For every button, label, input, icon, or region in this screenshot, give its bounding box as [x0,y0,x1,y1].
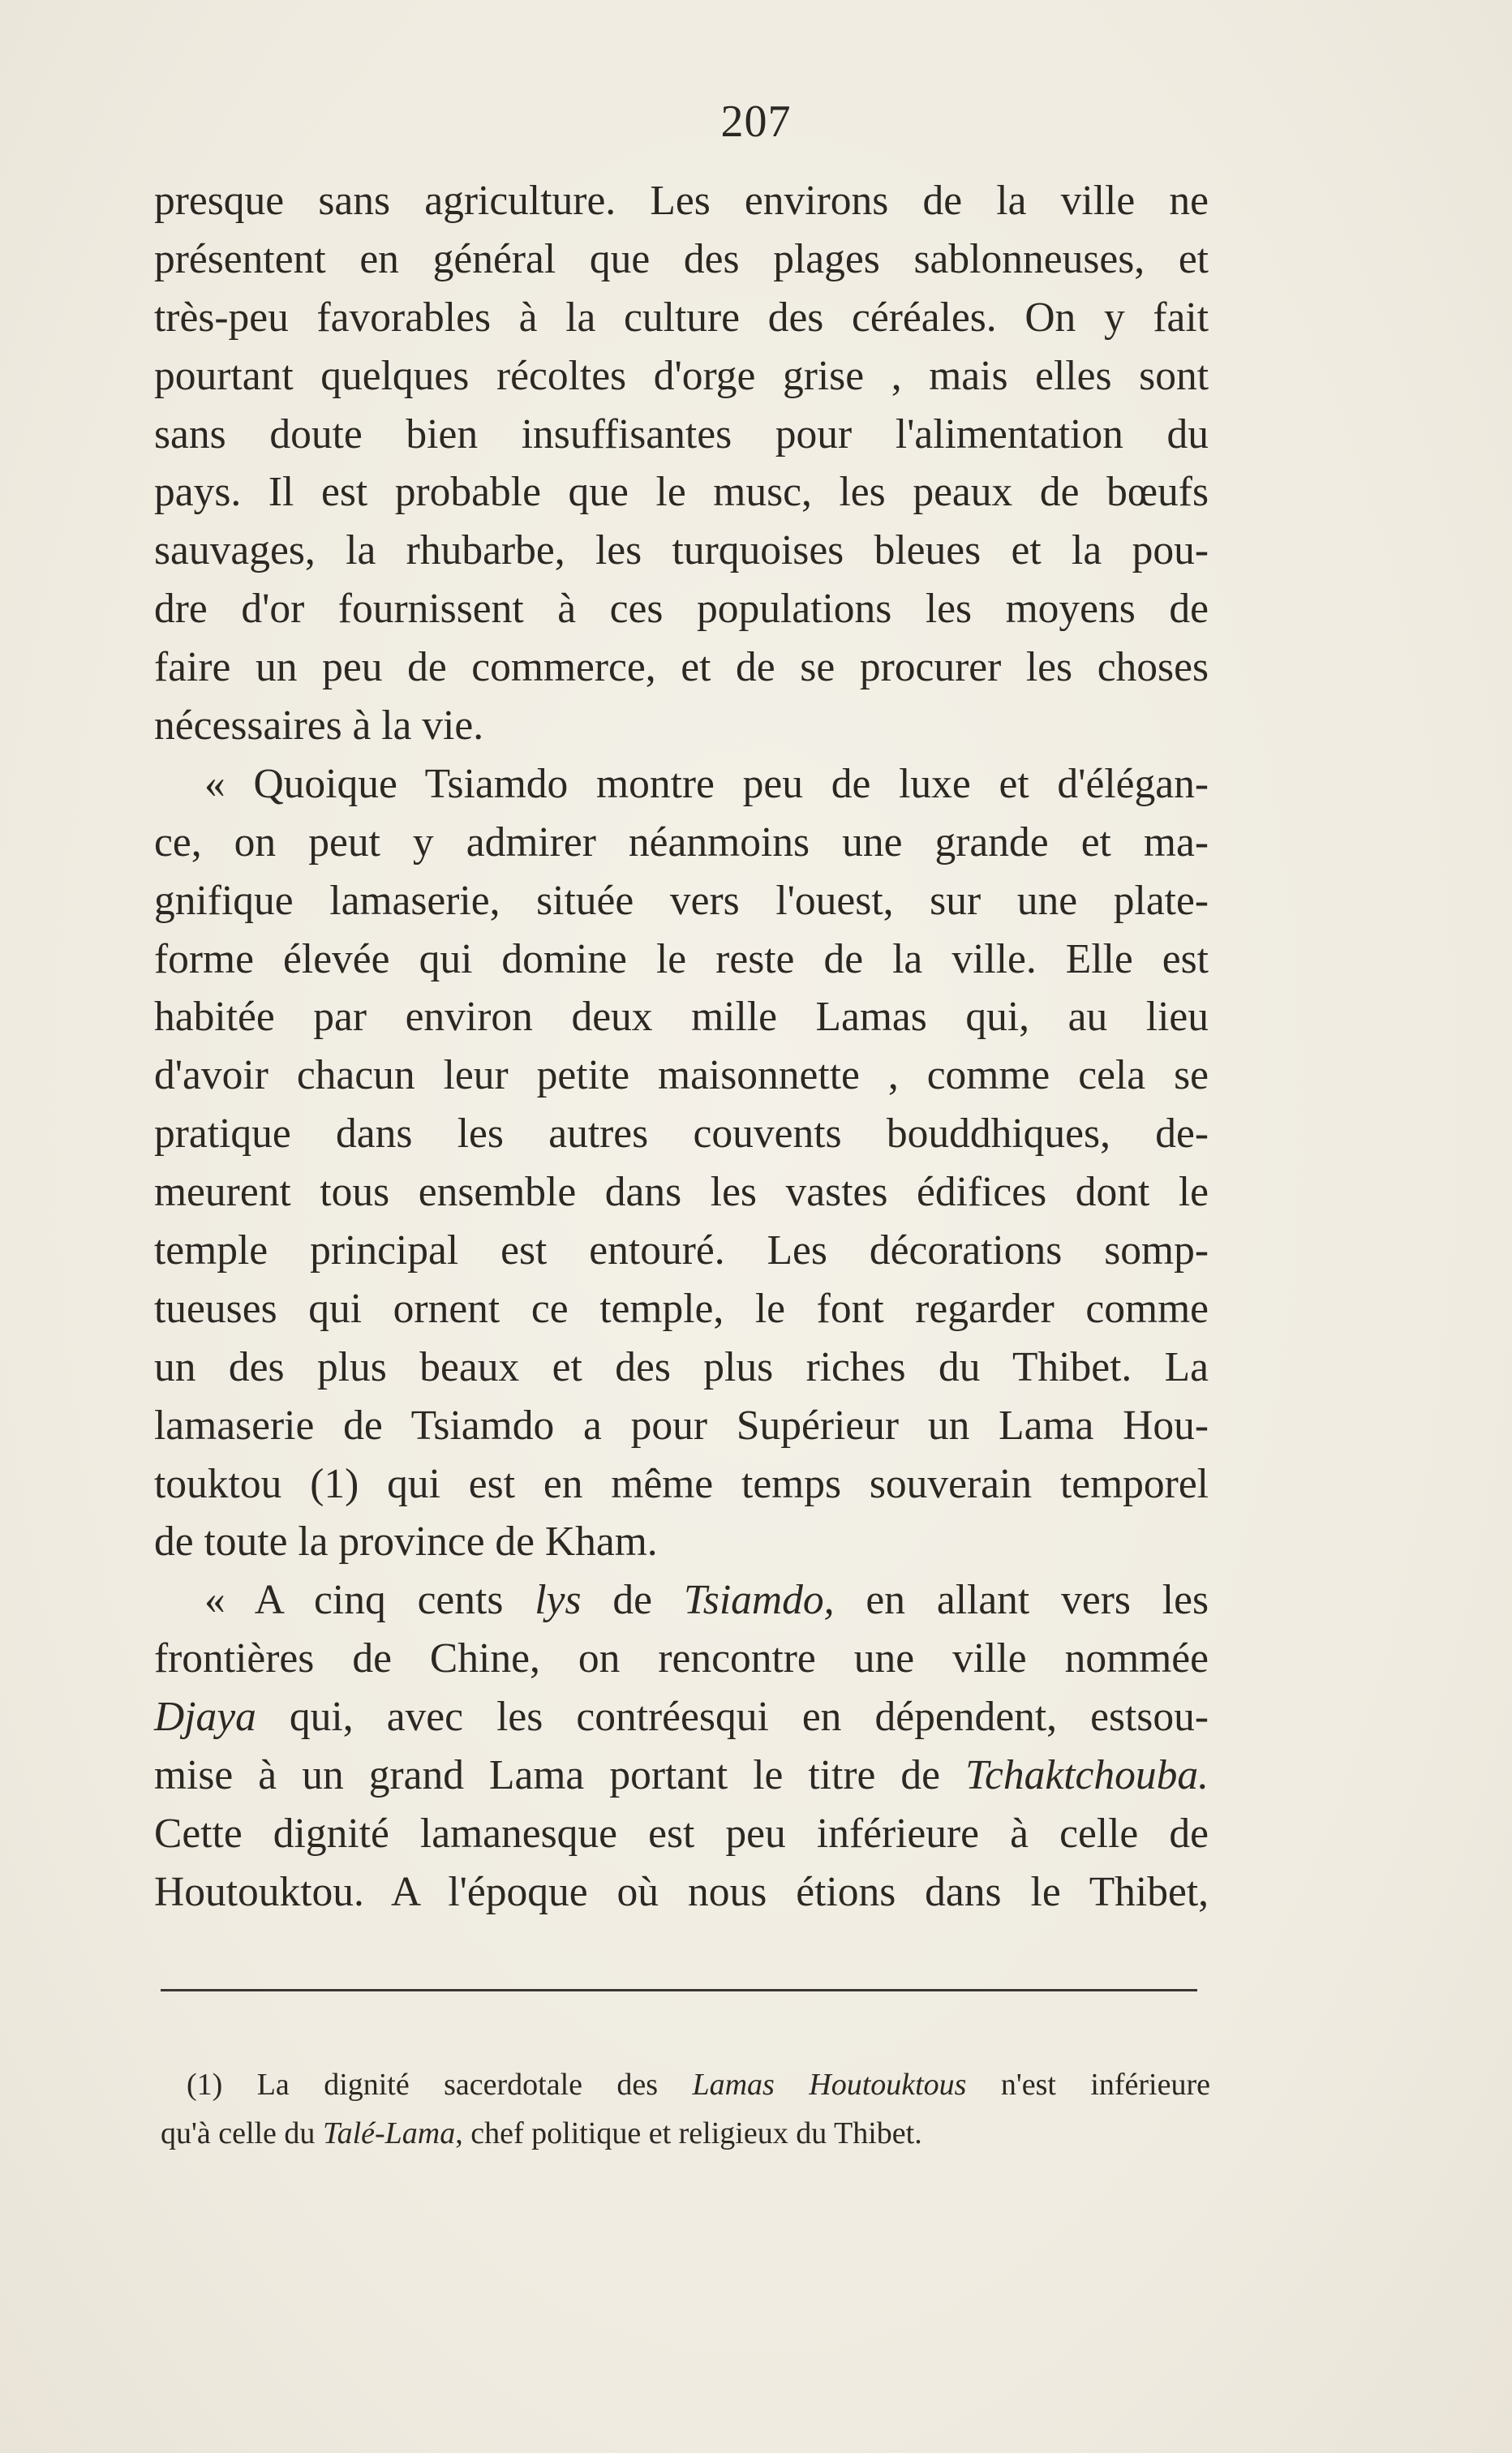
text-line: forme élevée qui domine le reste de la ville. Elle est [154,935,1209,982]
text-line: lamaserie de Tsiamdo a pour Supérieur un Lama Hou- [154,1402,1209,1449]
text-line: un des plus beaux et des plus riches du Thibet. La [154,1343,1209,1390]
text-line: temple principal est entouré. Les décorations somp- [154,1227,1209,1274]
footnote-line [187,2060,1210,2109]
text-line [154,1746,1209,1805]
text-line: touktou (1) qui est en même temps souverain temporel [154,1460,1209,1507]
body-text [154,172,1209,1922]
text-run-italic: Talé-Lama [322,2116,456,2150]
text-line: nécessaires à la vie. [154,702,484,750]
text-run: qu'à celle du [161,2116,323,2150]
text-line: gnifique lamaserie, située vers l'ouest, sur une plate- [154,877,1209,924]
text-line: meurent tous ensemble dans les vastes édifices dont le [154,1169,1209,1216]
text-line [154,1688,1209,1746]
text-line: Houtouktou. A l'époque où nous étions dans le Thibet, [154,1868,1209,1915]
footnote-line [161,2109,1210,2158]
text-run: n'est inférieure [966,2068,1211,2102]
text-line [154,1571,1209,1630]
footnote [161,2060,1211,2158]
text-run: (1) La dignité sacerdotale des [187,2068,693,2102]
text-line: frontières de Chine, on rencontre une ville nommée [154,1635,1209,1682]
footnote-divider [161,1989,1197,1991]
text-line: tueuses qui ornent ce temple, le font regarder comme [154,1285,1209,1332]
text-line: dre d'or fournissent à ces populations les moyens de [154,586,1209,633]
text-line: sauvages, la rhubarbe, les turquoises bleues et la pou- [154,527,1209,574]
text-line: pays. Il est probable que le musc, les peaux de bœufs [154,469,1209,516]
text-line: habitée par environ deux mille Lamas qui, au lieu [154,994,1209,1041]
text-line: de toute la province de Kham. [154,1519,658,1566]
text-line: présentent en général que des plages sablonneuses, et [154,235,1209,282]
text-line: sans doute bien insuffisantes pour l'alimentation du [154,410,1209,458]
text-line: ce, on peut y admirer néanmoins une grande et ma- [154,818,1209,866]
text-run: « A cinq cents [204,1577,535,1624]
text-line: Cette dignité lamanesque est peu inférieure à celle de [154,1810,1209,1857]
text-run-italic: Tchaktchouba. [965,1752,1209,1799]
text-run-italic: Djaya [154,1694,256,1741]
text-line: pourtant quelques récoltes d'orge grise , mais elles sont [154,352,1209,399]
text-run: mise à un grand Lama portant le titre de [154,1752,966,1799]
text-line: pratique dans les autres couvents bouddhiques, de- [154,1111,1209,1158]
text-run: , chef politique et religieux du Thibet. [455,2116,922,2150]
text-line: « Quoique Tsiamdo montre peu de luxe et d'élégan- [204,760,1209,807]
text-line: d'avoir chacun leur petite maisonnette , comme cela se [154,1052,1209,1099]
text-run: en allant vers les [834,1577,1209,1624]
page-number: 207 [720,97,792,147]
text-run: de [581,1577,684,1624]
text-line: très-peu favorables à la culture des céréales. On y fait [154,294,1209,341]
text-run-italic: Tsiamdo, [683,1577,835,1624]
text-run-italic: lys [535,1577,582,1624]
text-line: presque sans agriculture. Les environs de la ville ne [154,178,1209,224]
text-run-italic: Lamas Houtouktous [692,2068,967,2102]
text-run: qui, avec les contréesqui en dépendent, estsou- [256,1694,1209,1741]
text-line: faire un peu de commerce, et de se procurer les choses [154,644,1209,691]
